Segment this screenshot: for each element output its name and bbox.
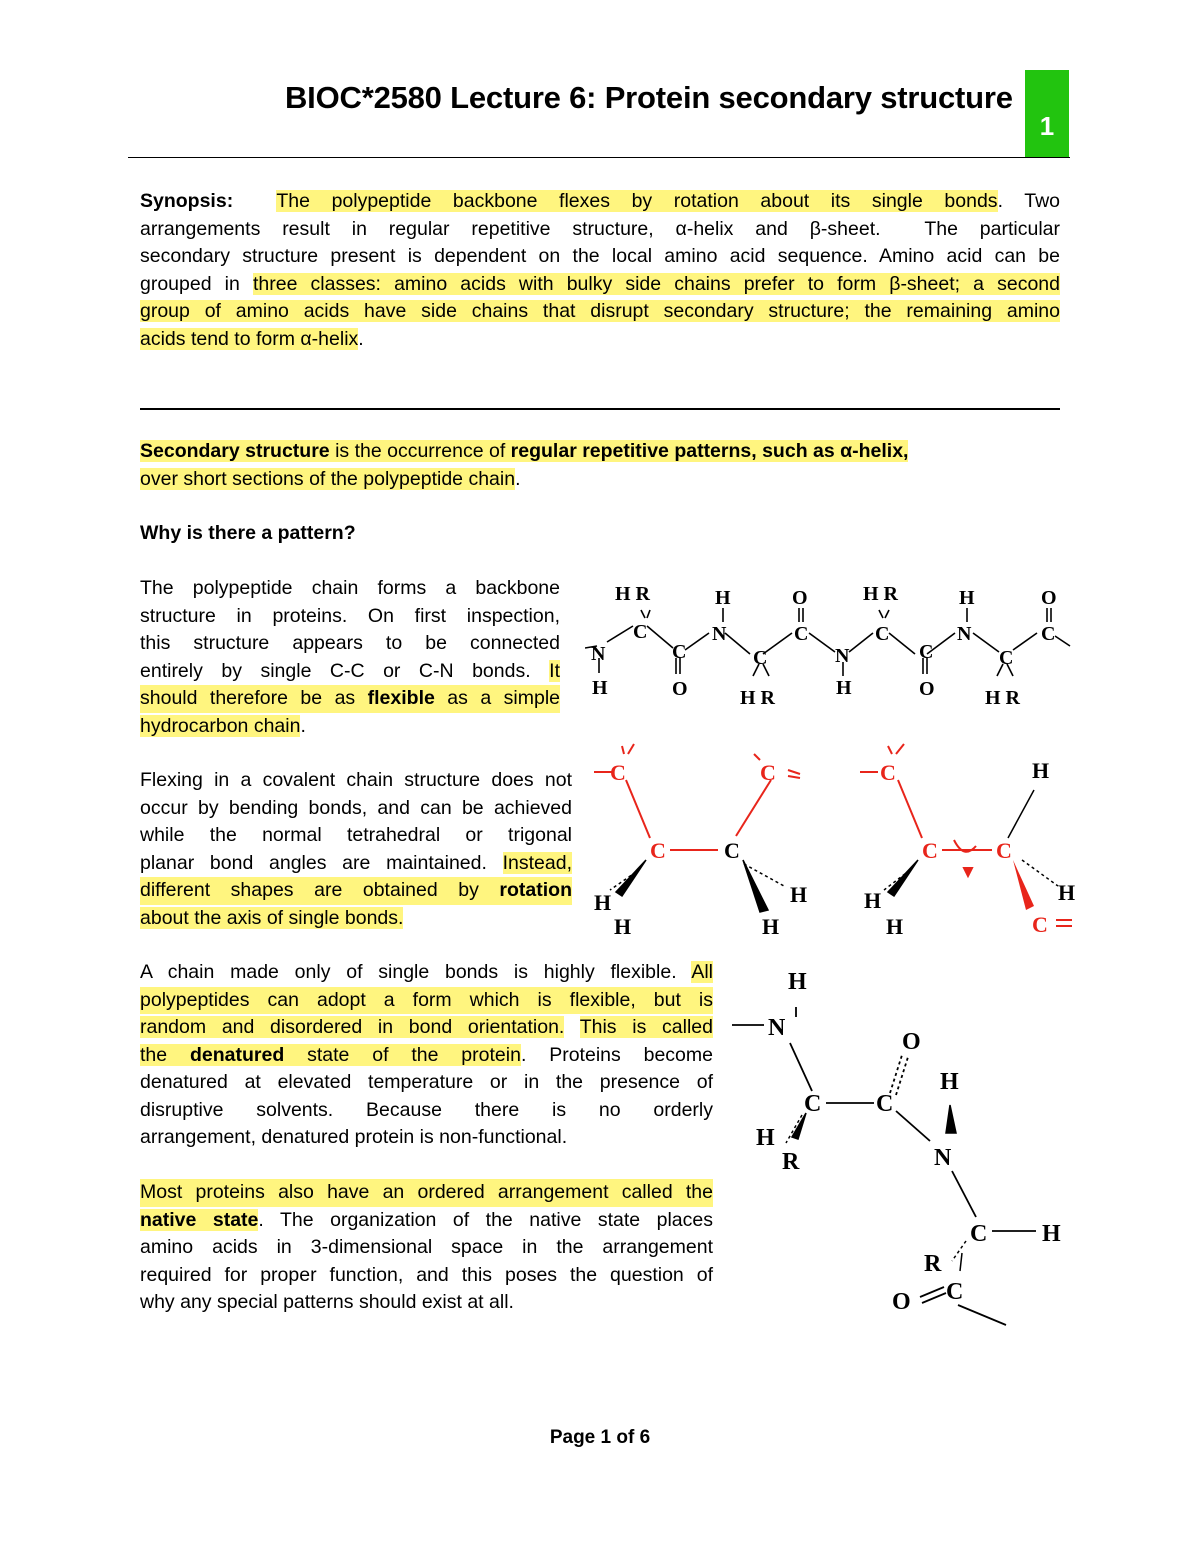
svg-text:C: C xyxy=(794,623,809,645)
svg-text:H: H xyxy=(715,587,731,609)
page-number-badge: 1 xyxy=(1025,70,1069,158)
section-rule xyxy=(140,408,1060,410)
svg-text:C: C xyxy=(880,760,896,785)
svg-text:H: H xyxy=(594,890,612,915)
svg-text:N: N xyxy=(934,1145,952,1171)
svg-text:H: H xyxy=(1042,1221,1061,1247)
svg-text:H R: H R xyxy=(863,583,898,605)
svg-text:H: H xyxy=(790,882,808,907)
svg-text:C: C xyxy=(650,838,666,863)
svg-text:C: C xyxy=(633,621,648,643)
svg-text:C: C xyxy=(1041,623,1056,645)
svg-text:C: C xyxy=(970,1221,988,1247)
svg-text:C: C xyxy=(999,647,1014,669)
paragraph-backbone: The polypeptide chain forms a backbone structure in proteins. On first inspection, this structure appears to be connected entirely by single C-C or C-N bonds. It should therefore be as flexible as a simple hydrocarbon chain. xyxy=(140,577,561,737)
bond-rotation-diagram xyxy=(588,740,1088,940)
header-rule xyxy=(128,157,1070,158)
paragraph-flexing: Flexing in a covalent chain structure does not occur by bending bonds, and can be achieved while the normal tetrahedral or trigonal planar bond angles are maintained. Instead, different shapes are obtained by rotation about the axis of single bonds. xyxy=(140,769,573,929)
synopsis-highlight-1: The polypeptide backbone flexes by rotation about its single bonds xyxy=(276,190,998,212)
synopsis-paragraph: Synopsis: The polypeptide backbone flexes by rotation about its single bonds. Two arrangements result in regular repetitive structure, α-helix and β-sheet. The particular secondary structure present is dependent on the local amino acid sequence. Amino acid can be grouped in three classes: amino acids with bulky side chains prefer to form β-sheet; a second group of amino acids have side chains that disrupt secondary structure; the remaining amino acids tend to form α-helix. xyxy=(140,190,1060,350)
rotation-atom-C: C xyxy=(610,760,626,785)
svg-text:H: H xyxy=(614,914,632,939)
svg-text:C: C xyxy=(996,838,1012,863)
svg-text:C: C xyxy=(804,1091,822,1117)
definition-paragraph: Secondary structure is the occurrence of regular repetitive patterns, such as α-helix, over short sections of the polypeptide chain. xyxy=(140,440,909,490)
svg-text:N: N xyxy=(768,1015,786,1041)
svg-text:C: C xyxy=(1032,912,1048,937)
svg-text:C: C xyxy=(672,641,687,663)
synopsis-label: Synopsis: xyxy=(140,190,234,212)
svg-text:O: O xyxy=(792,587,808,609)
svg-text:H: H xyxy=(836,677,852,699)
svg-text:O: O xyxy=(892,1289,911,1315)
svg-text:H: H xyxy=(959,587,975,609)
svg-text:N: N xyxy=(712,623,727,645)
svg-text:C: C xyxy=(875,623,890,645)
document-title: BIOC*2580 Lecture 6: Protein secondary structure xyxy=(285,80,1013,115)
svg-text:H R: H R xyxy=(985,687,1020,708)
svg-text:C: C xyxy=(919,641,934,663)
definition-term: Secondary structure xyxy=(140,440,330,462)
synopsis-highlight-2: three classes: amino acids with bulky side chains prefer to form β-sheet; a second xyxy=(252,272,1060,295)
svg-text:H: H xyxy=(788,969,807,995)
svg-text:C: C xyxy=(876,1091,894,1117)
svg-text:H: H xyxy=(762,914,780,939)
svg-text:H: H xyxy=(592,677,608,699)
svg-text:N: N xyxy=(835,645,850,667)
svg-text:C: C xyxy=(922,838,938,863)
svg-text:O: O xyxy=(1041,587,1057,609)
section-question: Why is there a pattern? xyxy=(140,522,356,544)
svg-text:H: H xyxy=(756,1125,775,1151)
svg-text:O: O xyxy=(919,678,935,700)
svg-text:R: R xyxy=(924,1251,942,1277)
svg-text:R: R xyxy=(782,1149,800,1175)
svg-text:H R: H R xyxy=(615,583,650,605)
svg-text:H: H xyxy=(1032,758,1050,783)
svg-text:C: C xyxy=(760,760,776,785)
paragraph-denatured: A chain made only of single bonds is highly flexible. All polypeptides can adopt a form which is flexible, but is random and disordered in bond orientation. This is called the denatured state of the protein. Proteins become denatured at elevated temperature or in the presence of disruptive solvents. Because there is no orderly arrangement, denatured protein is non-functional. xyxy=(140,961,714,1148)
svg-text:H R: H R xyxy=(740,687,775,708)
svg-text:H: H xyxy=(940,1069,959,1095)
svg-text:O: O xyxy=(672,678,688,700)
peptide-unit-diagram xyxy=(730,965,1070,1330)
svg-text:O: O xyxy=(902,1029,921,1055)
svg-text:H: H xyxy=(1058,880,1076,905)
svg-text:C: C xyxy=(724,838,740,863)
svg-text:C: C xyxy=(946,1279,964,1305)
paragraph-native-state: Most proteins also have an ordered arrangement called the native state. The organization of the native state places amino acids in 3-dimensional space in the arrangement required for proper function, and this poses the question of why any special patterns should exist at all. xyxy=(140,1181,713,1313)
svg-text:H: H xyxy=(864,888,882,913)
svg-text:C: C xyxy=(753,647,768,669)
backbone-structure-diagram xyxy=(585,578,1085,708)
backbone-atom-N: N xyxy=(591,643,606,665)
page-footer: Page 1 of 6 xyxy=(549,1427,651,1448)
svg-text:N: N xyxy=(957,623,972,645)
svg-text:H: H xyxy=(886,914,904,939)
